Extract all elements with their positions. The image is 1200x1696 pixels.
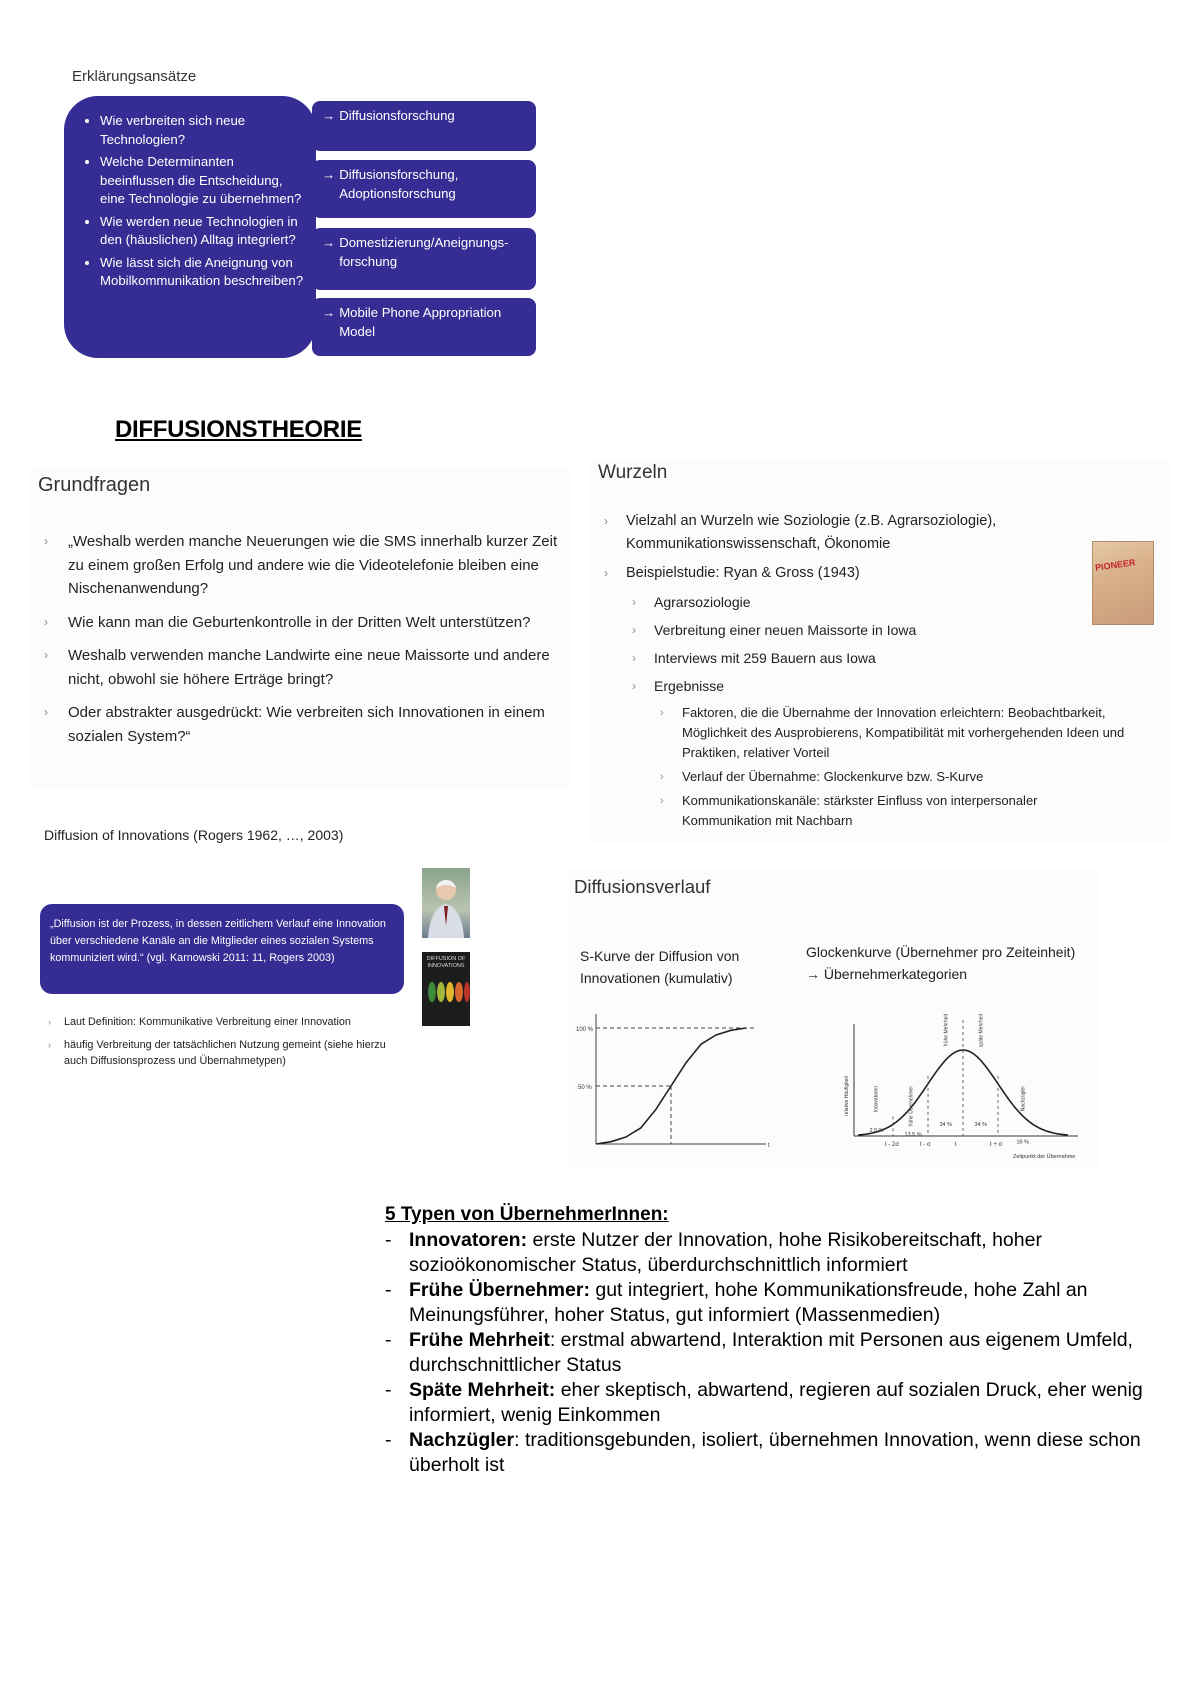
- value-label: 13,5 %: [904, 1132, 922, 1139]
- type-desc: gut integriert, hohe Kommunikationsfreude, hohe Zahl an Meinungsführer, hoher Status, gut informiert (Massenmedien): [409, 1279, 1088, 1326]
- list-item-text: Wie kann man die Geburtenkontrolle in der Dritten Welt unterstützen?: [68, 613, 531, 631]
- chevron-right-icon: ›: [660, 707, 664, 719]
- answer-text: Mobile Phone Appropriation Model: [339, 305, 502, 339]
- wurzeln-title: Wurzeln: [598, 462, 668, 483]
- list-item: [40, 644, 570, 691]
- list-item: [44, 1014, 404, 1031]
- value-label: 34 %: [939, 1122, 953, 1128]
- typen-title: 5 Typen von ÜbernehmerInnen:: [385, 1204, 669, 1225]
- list-item-text: Beispielstudie: Ryan & Gross (1943): [626, 565, 860, 581]
- list-item: [385, 1428, 1165, 1477]
- arrow-right-icon: →: [322, 235, 336, 250]
- list-item-text: Oder abstrakter ausgedrückt: Wie verbreiten sich Innovationen in einem sozialen System?“: [68, 704, 545, 745]
- page-title: DIFFUSIONSTHEORIE: [115, 416, 362, 443]
- list-item: [600, 675, 1130, 698]
- doi-title: Diffusion of Innovations (Rogers 1962, …, 2003): [44, 827, 344, 843]
- type-desc: erste Nutzer der Innovation, hohe Risikobereitschaft, hoher sozioökonomischer Status, überdurchschnittlich informiert: [409, 1229, 1042, 1276]
- doi-list: [44, 1014, 404, 1076]
- chevron-right-icon: ›: [604, 566, 608, 580]
- list-item: [385, 1228, 1165, 1277]
- x-tick-label: t: [955, 1142, 957, 1148]
- category-label: frühe Übernehmer: [908, 1086, 915, 1127]
- dash-bullet: -: [385, 1429, 392, 1451]
- list-item: [40, 530, 570, 601]
- list-item: [600, 703, 1130, 763]
- x-tick-label: t - 2σ: [885, 1142, 900, 1148]
- chevron-right-icon: ›: [660, 795, 664, 807]
- answer-box: [312, 160, 536, 218]
- category-label: frühe Mehrheit: [943, 1014, 950, 1047]
- chevron-right-icon: ›: [632, 651, 636, 665]
- list-item-text: Weshalb verwenden manche Landwirte eine neue Maissorte und andere nicht, obwohl sie höhere Erträge bringt?: [68, 647, 550, 688]
- s-curve-chart: [574, 1004, 774, 1154]
- question-item: • Wie lässt sich die Aneignung von Mobilkommunikation beschreiben?: [100, 254, 304, 291]
- chevron-right-icon: ›: [44, 534, 48, 548]
- y-tick-label: 100 %: [576, 1027, 594, 1033]
- list-item: [385, 1378, 1165, 1427]
- book-cover: [422, 952, 470, 1026]
- list-item: [600, 591, 1130, 614]
- type-desc: : erstmal abwartend, Interaktion mit Personen aus eigenem Umfeld, durchschnittlicher Status: [409, 1329, 1133, 1376]
- list-item-text: Vielzahl an Wurzeln wie Soziologie (z.B. Agrarsoziologie), Kommunikationswissenschaft, Ökonomie: [626, 513, 997, 552]
- list-item: [600, 562, 1130, 585]
- typen-list: [385, 1228, 1165, 1477]
- type-name: Frühe Mehrheit: [409, 1329, 550, 1351]
- list-item: [40, 701, 570, 748]
- list-item-text: „Weshalb werden manche Neuerungen wie die SMS innerhalb kurzer Zeit zu einem großen Erfolg und andere wie die Videotelefonie bleiben eine Nischenanwendung?: [68, 533, 558, 597]
- chevron-right-icon: ›: [660, 771, 664, 783]
- question-item: • Wie verbreiten sich neue Technologien?: [100, 112, 304, 149]
- value-label: 34 %: [974, 1122, 988, 1128]
- book-title: DIFFUSION OF INNOVATIONS: [426, 956, 466, 969]
- answer-text: Domestizierung/Aneignungs-forschung: [339, 235, 509, 269]
- chevron-right-icon: ›: [604, 514, 608, 528]
- typen-section: [385, 1204, 1165, 1478]
- x-axis-label: Zeitpunkt der Übernahme: [1013, 1154, 1076, 1160]
- value-label: 16 %: [1016, 1139, 1030, 1146]
- question-item: • Wie werden neue Technologien in den (häuslichen) Alltag integriert?: [100, 213, 304, 250]
- chevron-right-icon: ›: [44, 648, 48, 662]
- y-axis-label: relative Häufigkeit: [844, 1076, 850, 1116]
- seed-bag-label: PIONEER: [1094, 557, 1137, 573]
- dash-bullet: -: [385, 1329, 392, 1351]
- chevron-right-icon: ›: [44, 705, 48, 719]
- list-item-text: Verbreitung einer neuen Maissorte in Iowa: [654, 622, 917, 638]
- answer-box: [312, 228, 536, 290]
- list-item-text: Faktoren, die die Übernahme der Innovation erleichtern: Beobachtbarkeit, Möglichkeit des Ausprobierens, Kompatibilität mit vorhergehenden Ideen und Praktiken, relativer Vorteil: [682, 705, 1125, 760]
- type-name: Frühe Übernehmer:: [409, 1279, 590, 1301]
- x-tick-label: t + σ: [990, 1142, 1003, 1148]
- list-item-text: Agrarsoziologie: [654, 594, 751, 610]
- list-item-text: Laut Definition: Kommunikative Verbreitung einer Innovation: [64, 1016, 351, 1028]
- wurzeln-list: [600, 510, 1130, 835]
- list-item-text: Ergebnisse: [654, 678, 725, 694]
- type-name: Späte Mehrheit:: [409, 1379, 556, 1401]
- list-item-text: häufig Verbreitung der tatsächlichen Nutzung gemeint (siehe hierzu auch Diffusionsprozess und Übernahmetypen): [64, 1038, 386, 1067]
- value-label: 2,5 %: [869, 1128, 884, 1134]
- type-desc: eher skeptisch, abwartend, regieren auf sozialen Druck, eher wenig informiert, wenig Einkommen: [409, 1379, 1143, 1426]
- question-item: • Welche Determinanten beeinflussen die Entscheidung, eine Technologie zu übernehmen?: [100, 153, 304, 209]
- y-tick-label: 50 %: [578, 1085, 592, 1091]
- grundfragen-list: [40, 530, 570, 758]
- answer-text: Diffusionsforschung: [339, 108, 455, 123]
- list-item-text: Interviews mit 259 Bauern aus Iowa: [654, 650, 876, 666]
- type-desc: : traditionsgebunden, isoliert, übernehmen Innovation, wenn diese schon überholt ist: [409, 1429, 1141, 1476]
- list-item: [600, 791, 1130, 831]
- category-label: Nachzügler: [1020, 1086, 1027, 1112]
- arrow-right-icon: →: [322, 108, 336, 123]
- type-name: Innovatoren:: [409, 1229, 528, 1251]
- erklaerung-title: Erklärungsansätze: [72, 68, 197, 85]
- author-photo: [422, 868, 470, 938]
- bell-label-line: Glockenkurve (Übernehmer pro Zeiteinheit): [806, 944, 1076, 960]
- chevron-right-icon: ›: [44, 614, 48, 629]
- list-item: [600, 767, 1130, 787]
- list-item: [44, 1037, 404, 1070]
- dash-bullet: -: [385, 1229, 392, 1251]
- leaves-icon: [422, 970, 470, 1022]
- definition-box: [40, 904, 404, 994]
- answer-box: [312, 101, 536, 151]
- list-item-text: Kommunikationskanäle: stärkster Einfluss von interpersonaler Kommunikation mit Nachbarn: [682, 793, 1038, 828]
- definition-text: „Diffusion ist der Prozess, in dessen zeitlichem Verlauf eine Innovation über verschiedene Kanäle an die Mitglieder eines sozialen Systems kommuniziert wird.“ (vgl. Karnowski 2011: 11, Rogers 2003): [50, 918, 386, 964]
- x-tick-label: t: [768, 1143, 770, 1149]
- x-tick-label: t - σ: [920, 1142, 931, 1148]
- arrow-right-icon: →: [322, 305, 336, 320]
- dash-bullet: -: [385, 1379, 392, 1401]
- answer-text: Diffusionsforschung, Adoptionsforschung: [339, 167, 459, 201]
- scurve-label: S-Kurve der Diffusion von Innovationen (kumulativ): [580, 948, 740, 986]
- chevron-right-icon: ›: [48, 1017, 51, 1027]
- list-item: [600, 647, 1130, 670]
- questions-panel: [64, 96, 316, 358]
- chevron-right-icon: ›: [632, 595, 636, 609]
- list-item: [600, 510, 1096, 556]
- category-label: späte Mehrheit: [978, 1014, 985, 1048]
- chevron-right-icon: ›: [632, 623, 636, 637]
- person-icon: [422, 868, 470, 938]
- dash-bullet: -: [385, 1279, 392, 1301]
- chevron-right-icon: ›: [48, 1039, 51, 1050]
- seed-bag-image: [1092, 541, 1154, 625]
- chevron-right-icon: ›: [632, 679, 636, 693]
- list-item-text: Verlauf der Übernahme: Glockenkurve bzw. S-Kurve: [682, 769, 984, 784]
- list-item: [385, 1328, 1165, 1377]
- arrow-right-icon: →: [322, 167, 336, 182]
- list-item: [40, 611, 570, 635]
- bell-label-line: → Übernehmerkategorien: [806, 966, 968, 982]
- answer-box: [312, 298, 536, 356]
- bell-curve-chart: [836, 1010, 1096, 1170]
- verlauf-title: Diffusionsverlauf: [574, 876, 711, 897]
- bell-label: [806, 941, 1106, 985]
- type-name: Nachzügler: [409, 1429, 515, 1451]
- list-item: [385, 1278, 1165, 1327]
- grundfragen-title: Grundfragen: [38, 474, 151, 496]
- list-item: [600, 619, 1130, 642]
- category-label: Innovatoren: [873, 1086, 880, 1113]
